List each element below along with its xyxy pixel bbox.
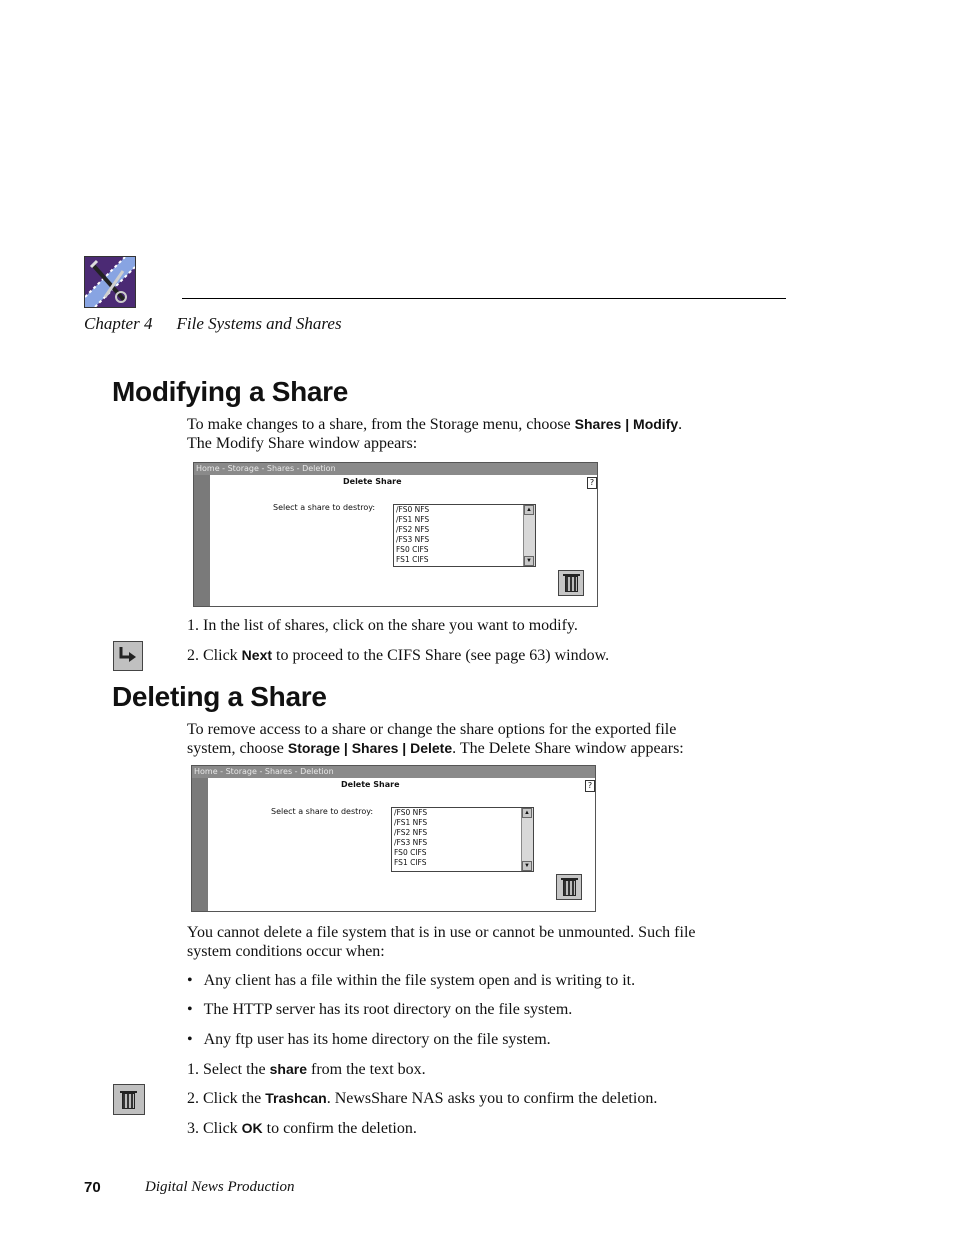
list-item[interactable]: FS0 CIFS <box>394 848 427 857</box>
list-item[interactable]: FS1 CIFS <box>396 555 429 564</box>
breadcrumb: Home - Storage - Shares - Deletion <box>194 463 597 475</box>
list-item[interactable]: /FS1 NFS <box>396 515 430 524</box>
page-number: 70 <box>84 1179 101 1196</box>
delete-step-3: 3. Click OK to confirm the deletion. <box>187 1120 417 1137</box>
list-item[interactable]: /FS0 NFS <box>394 808 428 817</box>
delete-intro: To remove access to a share or change the share options for the exported file system, choose Storage | Shares | Delete. The Delete Share window appears: <box>187 721 684 757</box>
delete-step-1: 1. Select the share from the text box. <box>187 1061 426 1078</box>
list-item[interactable]: FS1 CIFS <box>394 858 427 867</box>
scrollbar[interactable] <box>523 505 535 566</box>
scroll-down-icon[interactable]: ▼ <box>524 556 534 566</box>
chapter-title: File Systems and Shares <box>176 314 342 333</box>
shares-modify-command: Shares | Modify <box>574 416 679 432</box>
modify-step-2: 2. Click Next to proceed to the CIFS Share (see page 63) window. <box>187 647 610 664</box>
trashcan-term: Trashcan <box>265 1090 327 1106</box>
side-panel <box>194 475 210 606</box>
window-title: Delete Share <box>341 780 400 789</box>
list-item[interactable]: /FS2 NFS <box>394 828 428 837</box>
scroll-up-icon[interactable]: ▲ <box>522 808 532 818</box>
delete-note: You cannot delete a file system that is in use or cannot be unmounted. Such file system conditions occur when: <box>187 924 696 960</box>
help-icon[interactable]: ? <box>587 477 597 489</box>
trashcan-button[interactable] <box>558 570 584 596</box>
storage-shares-delete-command: Storage | Shares | Delete <box>287 740 453 756</box>
ok-term: OK <box>241 1120 263 1136</box>
trashcan-button[interactable] <box>556 874 582 900</box>
scroll-down-icon[interactable]: ▼ <box>522 861 532 871</box>
window-title: Delete Share <box>343 477 402 486</box>
delete-share-window-screenshot-2 <box>191 765 596 912</box>
bullet-item: • The HTTP server has its root directory on the file system. <box>187 1001 573 1018</box>
header-rule <box>182 298 786 299</box>
breadcrumb: Home - Storage - Shares - Deletion <box>192 766 595 778</box>
select-share-label: Select a share to destroy: <box>273 503 376 512</box>
trashcan-icon <box>113 1084 145 1115</box>
list-item[interactable]: /FS0 NFS <box>396 505 430 514</box>
heading-deleting-share: Deleting a Share <box>112 681 327 712</box>
running-header <box>84 314 342 334</box>
trashcan-icon <box>565 576 578 592</box>
help-icon[interactable]: ? <box>585 780 595 792</box>
bullet-item: • Any ftp user has its home directory on the file system. <box>187 1031 551 1048</box>
delete-share-window-screenshot <box>193 462 598 607</box>
bullet-item: • Any client has a file within the file system open and is writing to it. <box>187 972 636 989</box>
list-item[interactable]: /FS2 NFS <box>396 525 430 534</box>
side-panel <box>192 778 208 911</box>
next-arrow-icon <box>113 641 143 671</box>
scroll-up-icon[interactable]: ▲ <box>524 505 534 515</box>
film-scissors-logo-icon <box>84 256 136 308</box>
list-item[interactable]: /FS3 NFS <box>394 838 428 847</box>
share-listbox[interactable] <box>391 807 534 872</box>
next-command: Next <box>241 647 273 663</box>
heading-modifying-share: Modifying a Share <box>112 376 349 407</box>
share-term: share <box>269 1061 307 1077</box>
select-share-label: Select a share to destroy: <box>271 807 374 816</box>
chapter-label: Chapter 4 <box>84 314 153 333</box>
share-listbox[interactable] <box>393 504 536 567</box>
list-item[interactable]: /FS1 NFS <box>394 818 428 827</box>
delete-step-2: 2. Click the Trashcan. NewsShare NAS asks you to confirm the deletion. <box>187 1090 658 1107</box>
list-item[interactable]: /FS3 NFS <box>396 535 430 544</box>
trashcan-icon <box>563 880 576 896</box>
modify-intro: To make changes to a share, from the Storage menu, choose Shares | Modify. The Modify Share window appears: <box>187 416 683 452</box>
list-item[interactable]: FS0 CIFS <box>396 545 429 554</box>
book-title: Digital News Production <box>145 1179 295 1195</box>
scrollbar[interactable] <box>521 808 533 871</box>
modify-step-1: 1. In the list of shares, click on the share you want to modify. <box>187 617 578 634</box>
